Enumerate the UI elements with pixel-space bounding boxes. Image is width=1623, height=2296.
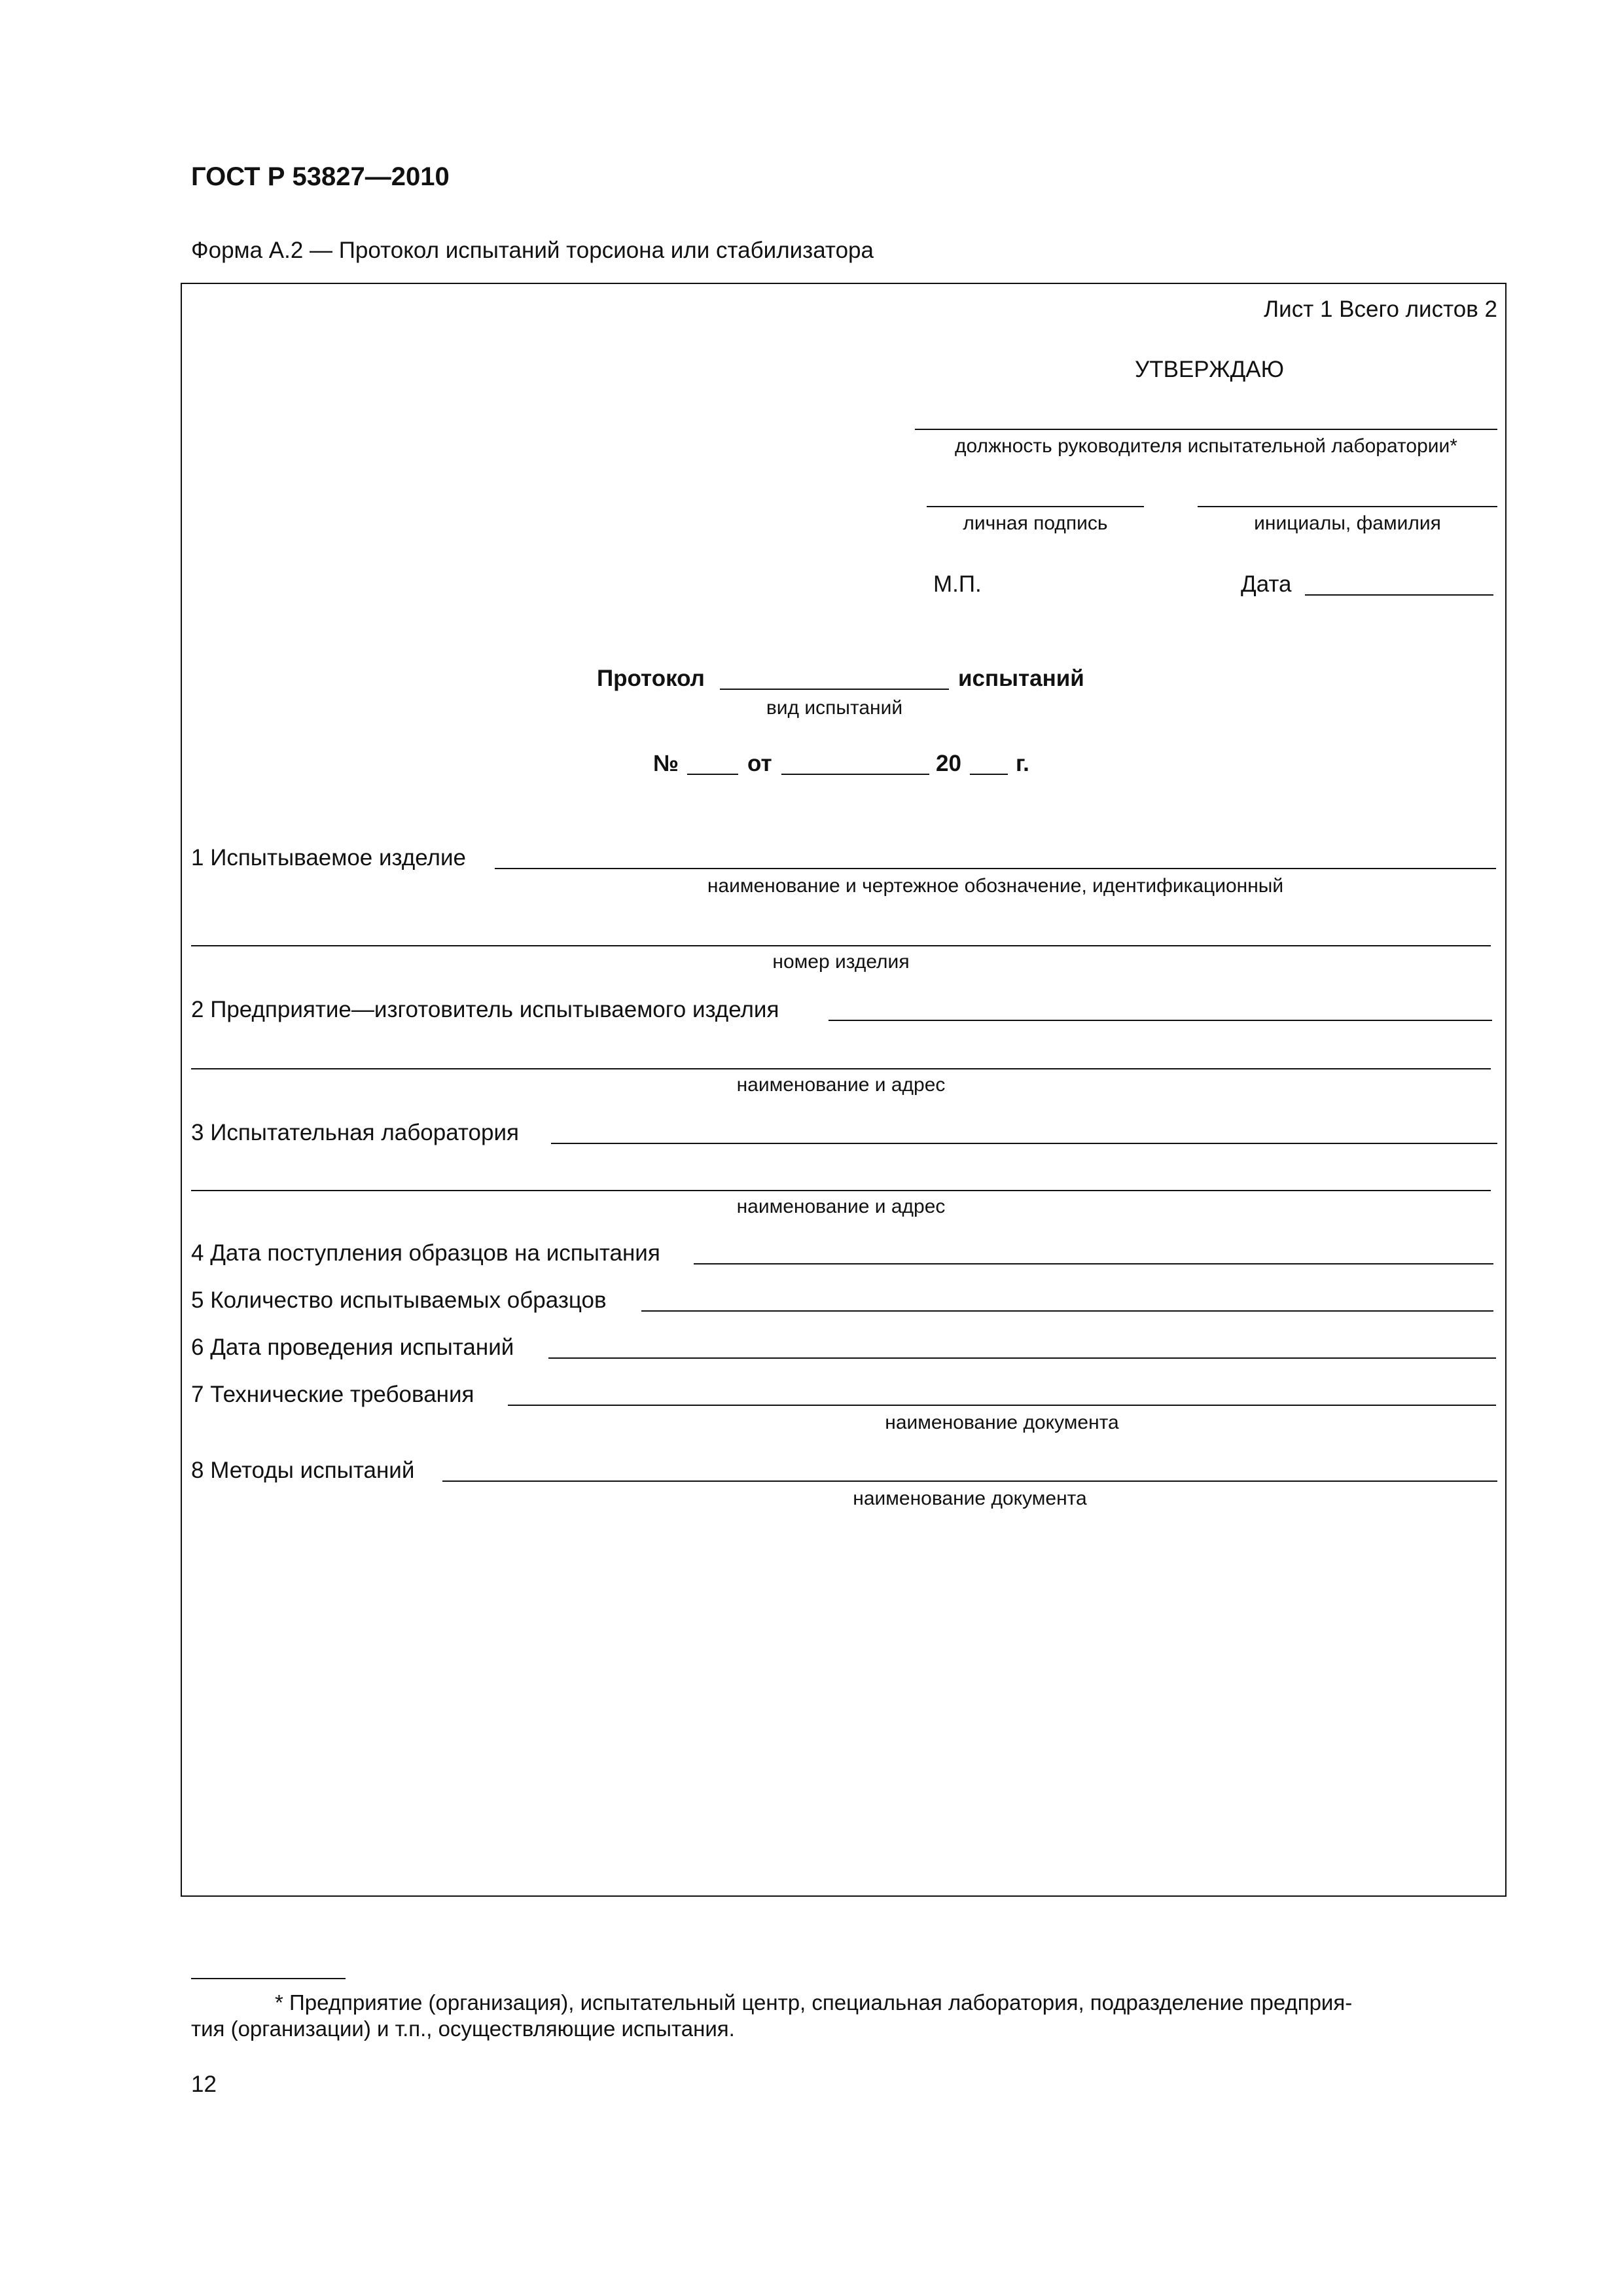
date-label: Дата [1241,571,1292,597]
form-title: Форма А.2 — Протокол испытаний торсиона или стабилизатора [191,238,874,263]
signature-line[interactable] [927,506,1144,507]
year-suffix: г. [1016,751,1029,776]
date-line[interactable] [1305,594,1493,596]
item-1-caption: наименование и чертежное обозначение, идентификационный [707,875,1284,897]
year-line[interactable] [970,774,1008,775]
item-8-line[interactable] [442,1480,1497,1482]
year-prefix: 20 [936,751,961,776]
from-word: от [747,751,772,776]
page-number: 12 [191,2072,217,2097]
item-3-caption: наименование и адрес [736,1196,946,1217]
item-2-line-2[interactable] [191,1068,1491,1069]
item-7-line[interactable] [508,1405,1496,1406]
test-type-line[interactable] [720,689,949,690]
item-2-label: 2 Предприятие—изготовитель испытываемого изделия [191,997,779,1022]
item-7-label: 7 Технические требования [191,1382,474,1407]
item-6-line[interactable] [548,1357,1496,1359]
number-sign: № [653,751,679,776]
item-4-label: 4 Дата поступления образцов на испытания [191,1240,660,1266]
number-line[interactable] [687,774,738,775]
footnote-line-1: * Предприятие (организация), испытательный центр, специальная лаборатория, подразделение предприя- [275,1990,1353,2015]
item-1-label: 1 Испытываемое изделие [191,845,466,870]
footnote-separator [191,1978,346,1979]
item-3-line[interactable] [551,1143,1497,1144]
item-1-caption-2: номер изделия [772,951,910,973]
signature-caption: личная подпись [963,512,1108,534]
approve-label: УТВЕРЖДАЮ [1135,357,1284,382]
item-5-label: 5 Количество испытываемых образцов [191,1287,607,1313]
item-8-caption: наименование документа [853,1488,1087,1509]
item-1-line-2[interactable] [191,945,1491,946]
item-5-line[interactable] [641,1310,1493,1312]
footnote-line-2: тия (организации) и т.п., осуществляющие испытания. [191,2017,735,2041]
name-line[interactable] [1198,506,1497,507]
item-2-line[interactable] [829,1020,1492,1021]
test-type-caption: вид испытаний [766,697,903,719]
item-7-caption: наименование документа [885,1412,1119,1433]
item-6-label: 6 Дата проведения испытаний [191,1335,514,1360]
sheet-info: Лист 1 Всего листов 2 [1264,296,1497,322]
position-line[interactable] [915,429,1497,430]
position-caption: должность руководителя испытательной лаборатории* [955,435,1457,457]
stamp-label: М.П. [933,571,982,597]
name-caption: инициалы, фамилия [1254,512,1441,534]
item-8-label: 8 Методы испытаний [191,1458,415,1483]
date-day-line[interactable] [781,774,929,775]
item-1-line[interactable] [495,868,1496,869]
item-3-line-2[interactable] [191,1190,1491,1191]
item-3-label: 3 Испытательная лаборатория [191,1120,519,1145]
item-2-caption: наименование и адрес [736,1074,946,1096]
tests-word: испытаний [958,666,1084,691]
protocol-word: Протокол [597,666,705,691]
item-4-line[interactable] [694,1263,1493,1265]
document-code: ГОСТ Р 53827—2010 [191,162,450,191]
